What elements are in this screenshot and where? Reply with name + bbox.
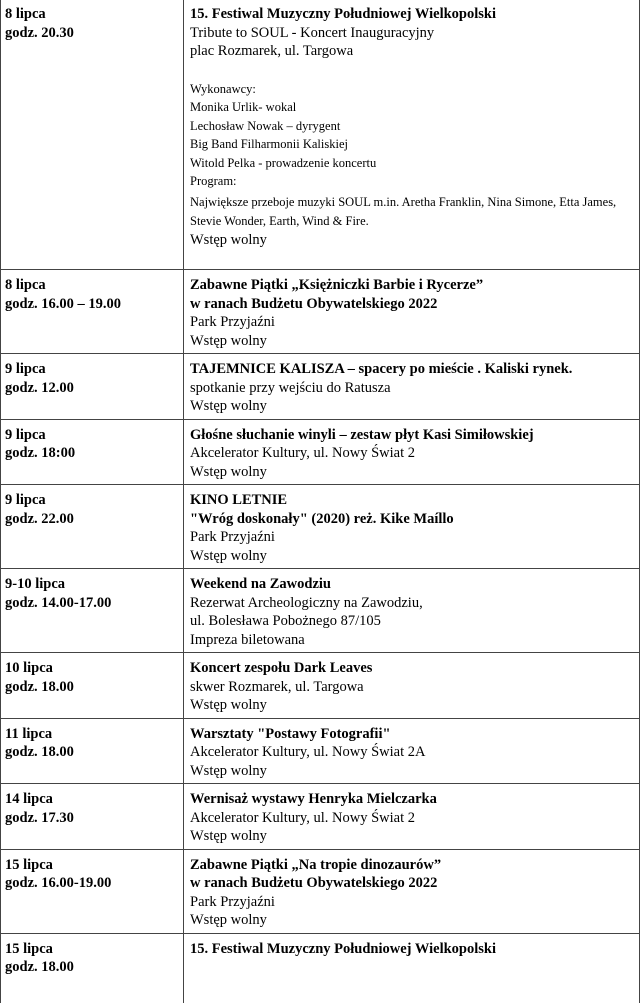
info-cell — [184, 784, 640, 850]
date-cell — [1, 270, 184, 354]
program-text: Największe przeboje muzyki SOUL m.in. Aretha Franklin, Nina Simone, Etta James, Stevie Wonder, Earth, Wind & Fire. — [190, 194, 617, 228]
info-cell — [184, 569, 640, 653]
event-time: godz. 18.00 — [5, 744, 74, 760]
info-cell — [184, 933, 640, 1003]
table-row — [1, 419, 640, 485]
info-cell — [184, 270, 640, 354]
event-line: Wstęp wolny — [190, 762, 267, 779]
performer: Big Band Filharmonii Kaliskiej — [190, 137, 348, 151]
table-row — [1, 354, 640, 420]
event-date: 9 lipca — [5, 426, 46, 443]
event-title: Głośne słuchanie winyli – zestaw płyt Kasi Simiłowskiej — [190, 426, 534, 443]
event-line: Impreza biletowana — [190, 631, 305, 648]
event-title: w ranach Budżetu Obywatelskiego 2022 — [190, 875, 438, 891]
event-date: 11 lipca — [5, 725, 53, 742]
program-heading: Program: — [190, 174, 237, 188]
event-title: w ranach Budżetu Obywatelskiego 2022 — [190, 295, 438, 312]
event-line: plac Rozmarek, ul. Targowa — [190, 43, 354, 59]
event-time: godz. 18:00 — [5, 445, 76, 461]
event-title: "Wróg doskonały" (2020) reż. Kike Maíllo — [190, 510, 454, 527]
info-cell — [184, 653, 640, 719]
event-time: godz. 17.30 — [5, 809, 74, 826]
performer: Lechosław Nowak – dyrygent — [190, 118, 341, 133]
table-row — [1, 849, 640, 933]
info-cell — [184, 485, 640, 569]
table-row — [1, 270, 640, 354]
event-line: Park Przyjaźni — [190, 314, 275, 330]
date-cell — [1, 419, 184, 485]
event-line: Wstęp wolny — [190, 912, 267, 928]
performer: Monika Urlik- wokal — [190, 100, 297, 114]
info-cell — [184, 419, 640, 485]
date-cell — [1, 485, 184, 569]
date-cell — [1, 354, 184, 420]
event-date: 14 lipca — [5, 791, 53, 807]
event-date: 9 lipca — [5, 492, 46, 508]
event-line: Wstęp wolny — [190, 332, 267, 349]
table-row — [1, 933, 640, 1003]
event-line: Rezerwat Archeologiczny na Zawodziu, — [190, 594, 423, 611]
event-time: godz. 12.00 — [5, 379, 74, 396]
event-title: Koncert zespołu Dark Leaves — [190, 660, 373, 676]
event-date: 8 lipca — [5, 277, 46, 293]
event-time: godz. 16.00-19.00 — [5, 875, 112, 891]
event-line: ul. Bolesława Pobożnego 87/105 — [190, 613, 381, 629]
event-date: 9 lipca — [5, 361, 46, 377]
event-line: Akcelerator Kultury, ul. Nowy Świat 2A — [190, 744, 426, 760]
event-line: Wstęp wolny — [190, 547, 267, 564]
table-row — [1, 485, 640, 569]
info-cell — [184, 354, 640, 420]
table-row — [1, 0, 640, 270]
event-time: godz. 14.00-17.00 — [5, 594, 112, 611]
info-cell — [184, 849, 640, 933]
performer: Witold Pelka - prowadzenie koncertu — [190, 155, 377, 170]
date-cell — [1, 569, 184, 653]
event-title: Zabawne Piątki „Księżniczki Barbie i Rycerze” — [190, 277, 484, 293]
table-row — [1, 784, 640, 850]
info-cell — [184, 718, 640, 784]
event-line: spotkanie przy wejściu do Ratusza — [190, 379, 391, 396]
date-cell — [1, 718, 184, 784]
event-line: skwer Rozmarek, ul. Targowa — [190, 678, 364, 695]
event-time: godz. 18.00 — [5, 959, 74, 975]
event-time: godz. 18.00 — [5, 678, 74, 695]
event-line: Akcelerator Kultury, ul. Nowy Świat 2 — [190, 809, 415, 826]
event-title: 15. Festiwal Muzyczny Południowej Wielkopolski — [190, 940, 496, 957]
event-line: Wstęp wolny — [190, 697, 267, 713]
event-title: Wernisaż wystawy Henryka Mielczarka — [190, 791, 437, 807]
table-row — [1, 718, 640, 784]
event-line: Wstęp wolny — [190, 828, 267, 844]
date-cell — [1, 784, 184, 850]
event-line: Wstęp wolny — [190, 463, 267, 480]
event-time: godz. 20.30 — [5, 24, 74, 41]
event-line: Park Przyjaźni — [190, 529, 275, 545]
event-title: Warsztaty "Postawy Fotografii" — [190, 725, 391, 742]
date-cell — [1, 849, 184, 933]
date-cell — [1, 653, 184, 719]
event-title: Weekend na Zawodziu — [190, 576, 331, 592]
date-cell — [1, 933, 184, 1003]
performers-heading: Wykonawcy: — [190, 81, 256, 96]
event-entry: Wstęp wolny — [190, 231, 267, 248]
event-title: 15. Festiwal Muzyczny Południowej Wielkopolski — [190, 6, 496, 22]
event-line: Tribute to SOUL - Koncert Inauguracyjny — [190, 24, 435, 41]
event-line: Wstęp wolny — [190, 398, 267, 414]
info-cell — [184, 0, 640, 270]
event-date: 15 lipca — [5, 940, 53, 957]
event-title: Zabawne Piątki „Na tropie dinozaurów” — [190, 856, 442, 873]
table-row — [1, 569, 640, 653]
event-time: godz. 16.00 – 19.00 — [5, 295, 121, 312]
event-date: 8 lipca — [5, 6, 46, 22]
table-row — [1, 653, 640, 719]
event-title: TAJEMNICE KALISZA – spacery po mieście . Kaliski rynek. — [190, 361, 573, 377]
event-line: Park Przyjaźni — [190, 893, 275, 910]
event-date: 10 lipca — [5, 660, 53, 676]
event-date: 15 lipca — [5, 856, 53, 873]
date-cell — [1, 0, 184, 270]
event-time: godz. 22.00 — [5, 510, 74, 527]
event-line: Akcelerator Kultury, ul. Nowy Świat 2 — [190, 445, 415, 461]
event-title: KINO LETNIE — [190, 492, 288, 508]
event-date: 9-10 lipca — [5, 576, 66, 592]
